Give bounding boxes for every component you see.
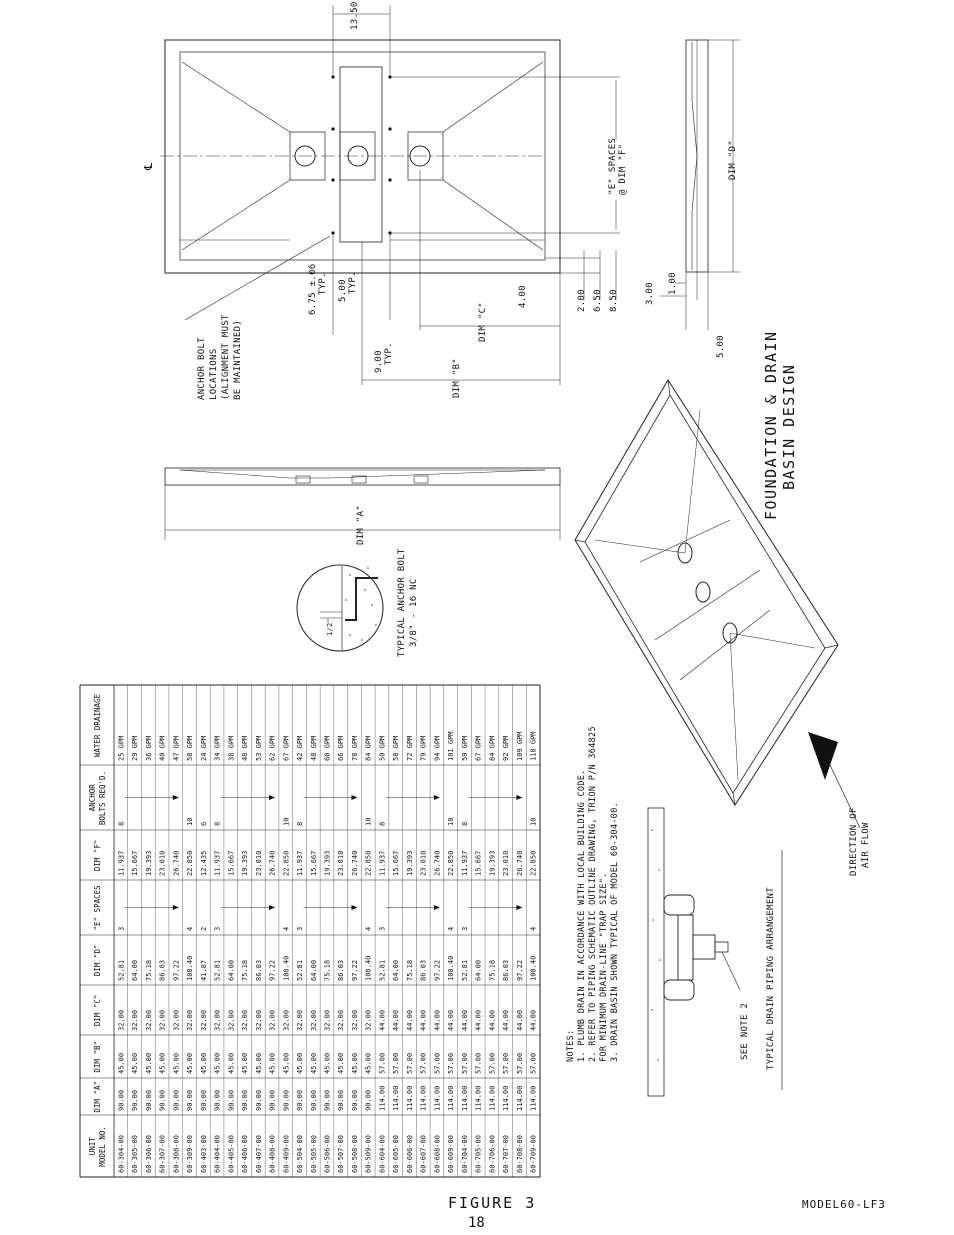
table-cell: 67 GPM [474,735,483,761]
table-cell: 32.00 [172,1009,181,1031]
table-cell: 23.010 [419,850,428,876]
table-cell: 32.00 [213,1009,222,1031]
table-cell: 25 GPM [117,735,126,761]
table-cell: 45.00 [117,1052,126,1074]
table-cell: 3 [117,926,126,931]
table-cell: 90.00 [296,1089,305,1111]
dim-5-00b: 5.00 [716,335,726,358]
table-cell: 32.00 [144,1009,153,1031]
table-cell: 57.00 [474,1052,483,1074]
table-cell: 60-509-00 [364,1135,373,1173]
table-cell: 44.00 [378,1009,387,1031]
table-cell: 114.00 [405,1085,414,1111]
table-cell: 22.850 [529,850,538,876]
table-cell: 60-706-00 [488,1135,497,1173]
table-cell: 45.00 [131,1052,140,1074]
table-cell: 52.81 [296,959,305,981]
table-cell: 90.00 [309,1089,318,1111]
table-cell: 64.00 [309,959,318,981]
dim-2-00: 2.00 [577,289,587,312]
table-cell: 60-604-00 [378,1135,387,1173]
table-cell: 22.850 [364,850,373,876]
page-number: 18 [468,1215,485,1231]
table-cell: 19.393 [144,850,153,876]
table-header: WATER DRAINAGE [93,693,102,758]
table-cell: 57.00 [433,1052,442,1074]
drawing-title [762,330,798,520]
table-cell: 94 GPM [433,735,442,761]
table-cell: 23.010 [337,850,346,876]
table-cell: 45.00 [268,1052,277,1074]
table-cell: 45.00 [296,1052,305,1074]
table-cell: 90.00 [364,1089,373,1111]
table-cell: 60-308-00 [172,1135,181,1173]
table-cell: 114.00 [447,1085,456,1111]
table-cell: 60-506-00 [323,1135,332,1173]
table-cell: 32.00 [282,1009,291,1031]
table-cell: 90.00 [213,1089,222,1111]
table-cell: 32.00 [241,1009,250,1031]
table-cell: 97.22 [172,959,181,981]
table-cell: 11.937 [213,850,222,876]
table-cell: 90.00 [117,1089,126,1111]
table-cell: 26.740 [172,850,181,876]
title-line2: BASIN DESIGN [780,363,798,490]
table-cell: 57.00 [405,1052,414,1074]
table-cell: 32.00 [309,1009,318,1031]
table-cell: 108.40 [447,955,456,981]
table-cell: 75.18 [144,959,153,981]
table-cell: 58 GPM [186,735,195,761]
notes-block: NOTES: 1. PLUMB DRAIN IN ACCORDANCE WITH LOCAL BUILDING CODE. 2. REFER TO PIPING SCHEMATIC OUTLINE DRAWING, TRION P/N 364825 FOR MINIMUM DRAIN-LINE "TRAP SIZE". 3. DRAIN BASIN SHOWN TYPICAL OF MODEL 60-304-00. [566,726,620,1062]
table-cell: 22.850 [447,850,456,876]
table-cell: 47 GPM [172,735,181,761]
table-cell: 90.00 [254,1089,263,1111]
table-cell: 118 GPM [529,731,538,761]
table-cell: 90.00 [323,1089,332,1111]
table-cell: 45.00 [350,1052,359,1074]
table-cell: 109 GPM [515,731,524,761]
table-cell: 44.00 [529,1009,538,1031]
table-cell: 52.81 [213,959,222,981]
table-header: DIM "F" [93,839,102,872]
table-cell: 8 [296,821,305,826]
table-cell: 57.00 [502,1052,511,1074]
table-cell: 45.00 [199,1052,208,1074]
table-cell: 60-504-00 [296,1135,305,1173]
dim-c-label: DIM "C" [478,301,488,342]
table-cell: 44.00 [502,1009,511,1031]
table-cell: 32.00 [364,1009,373,1031]
table-header: DIM "B" [93,1040,102,1073]
table-cell: 2 [199,926,208,931]
table-cell: 44.00 [488,1009,497,1031]
table-cell: 86.03 [419,959,428,981]
table-header: "E" SPACES [93,885,102,931]
table-cell: 10 [529,817,538,826]
table-cell: 90.00 [282,1089,291,1111]
dim-1-00: 1.00 [668,272,678,295]
table-cell: 60-607-00 [419,1135,428,1173]
table-cell: 23.010 [502,850,511,876]
dim-5-00: 5.00 TYP. [338,271,358,302]
table-cell: 44.00 [474,1009,483,1031]
table-header: UNIT [88,1137,97,1156]
table-cell: 101 GPM [447,731,456,761]
table-cell: 90.00 [131,1089,140,1111]
table-cell: 60-507-00 [337,1135,346,1173]
table-cell: 60-608-00 [433,1135,442,1173]
table-cell: 60-309-00 [186,1135,195,1173]
table-cell: 108.40 [529,955,538,981]
table-cell: 24 GPM [199,735,208,761]
anchor-note: ANCHOR BOLT LOCATIONS (ALIGNMENT MUST BE MAINTAINED) [197,314,243,400]
table-cell: 60-609-00 [447,1135,456,1173]
table-cell: 52.81 [460,959,469,981]
table-cell: 41.87 [199,959,208,981]
table-cell: 64.00 [474,959,483,981]
table-cell: 97.22 [268,959,277,981]
table-cell: 48 GPM [309,735,318,761]
piping-title: TYPICAL DRAIN PIPING ARRANGEMENT [766,887,776,1070]
table-cell: 29 GPM [131,735,140,761]
table-cell: 97.22 [433,959,442,981]
table-cell: 114.00 [433,1085,442,1111]
table-cell: 45.00 [241,1052,250,1074]
table-header: DIM "D" [93,944,102,977]
figure-label: FIGURE 3 [448,1194,537,1212]
table-cell: 90.00 [227,1089,236,1111]
table-cell: 60-606-00 [405,1135,414,1173]
table-cell: 19.393 [323,850,332,876]
table-cell: 57.00 [447,1052,456,1074]
table-cell: 26.740 [515,850,524,876]
table-cell: 67 GPM [282,735,291,761]
dim-b-label: DIM "B" [452,357,462,398]
table-cell: 22.850 [186,850,195,876]
table-cell: 45.00 [323,1052,332,1074]
table-cell: 36 GPM [144,735,153,761]
table-cell: 10 [364,817,373,826]
table-cell: 11.937 [378,850,387,876]
table-cell: 60-707-00 [502,1135,511,1173]
table-cell: 64.00 [131,959,140,981]
table-cell: 60-304-00 [117,1135,126,1173]
table-cell: 97.22 [515,959,524,981]
table-cell: 90.00 [337,1089,346,1111]
table-cell: 60-705-00 [474,1135,483,1173]
table-cell: 60-404-00 [213,1135,222,1173]
table-cell: 86.03 [254,959,263,981]
table-cell: 108.40 [364,955,373,981]
table-cell: 19.393 [405,850,414,876]
table-cell: 75.18 [241,959,250,981]
table-cell: 64.00 [392,959,401,981]
table-cell: 4 [364,926,373,931]
table-cell: 3 [460,926,469,931]
table-cell: 92 GPM [502,735,511,761]
table-cell: 8 [378,821,387,826]
table-cell: 42 GPM [296,735,305,761]
table-cell: 60-407-00 [254,1135,263,1173]
table-cell: 57.00 [488,1052,497,1074]
table-cell: 60-307-00 [158,1135,167,1173]
table-cell: 10 [186,817,195,826]
table-cell: 50 GPM [378,735,387,761]
table-cell: 32.00 [158,1009,167,1031]
dim-13-50: 13.50 [350,1,360,30]
table-cell: 26.740 [268,850,277,876]
table-cell: 60-409-00 [282,1135,291,1173]
dim-e-spaces: "E" SPACES @ DIM "F" [608,137,628,195]
table-cell: 60-508-00 [350,1135,359,1173]
table-cell: 34 GPM [213,735,222,761]
table-cell: 4 [447,926,456,931]
table-cell: 60-709-00 [529,1135,538,1173]
dim-3-00: 3.00 [645,282,655,305]
table-header: MODEL NO. [98,1126,107,1167]
table-cell: 45.00 [227,1052,236,1074]
table-cell: 45.00 [213,1052,222,1074]
table-cell: 84 GPM [364,735,373,761]
table-cell: 45.00 [158,1052,167,1074]
air-flow-label: DIRECTION OF AIR FLOW [849,807,871,876]
table-cell: 32.00 [117,1009,126,1031]
table-cell: 90.00 [144,1089,153,1111]
table-cell: 60-605-00 [392,1135,401,1173]
table-cell: 12.435 [199,850,208,876]
table-cell: 45.00 [254,1052,263,1074]
table-cell: 114.00 [419,1085,428,1111]
dim-a-label: DIM "A" [356,504,366,545]
table-cell: 32.00 [186,1009,195,1031]
table-cell: 8 [460,821,469,826]
notes-title: NOTES: [566,1029,576,1062]
table-cell: 19.393 [488,850,497,876]
dim-6-50: 6.50 [593,289,603,312]
table-cell: 32.00 [254,1009,263,1031]
table-cell: 44.00 [392,1009,401,1031]
table-cell: 108.40 [282,955,291,981]
table-cell: 4 [186,926,195,931]
table-cell: 26.740 [350,850,359,876]
table-cell: 57.00 [515,1052,524,1074]
table-cell: 114.00 [488,1085,497,1111]
table-cell: 3 [378,926,387,931]
table-cell: 114.00 [378,1085,387,1111]
table-cell: 40 GPM [158,735,167,761]
dim-8-50: 8.50 [609,289,619,312]
table-cell: 114.00 [502,1085,511,1111]
table-cell: 86.03 [158,959,167,981]
table-cell: 32.00 [268,1009,277,1031]
table-cell: 38 GPM [227,735,236,761]
table-cell: 44.00 [419,1009,428,1031]
table-cell: 32.00 [199,1009,208,1031]
table-cell: 75.18 [323,959,332,981]
title-line1: FOUNDATION & DRAIN [762,330,780,520]
table-header: ANCHOR [88,784,97,812]
table-cell: 84 GPM [488,735,497,761]
table-header: DIM "A" [93,1080,102,1113]
table-cell: 10 [447,817,456,826]
table-cell: 66 GPM [337,735,346,761]
table-cell: 10 [282,817,291,826]
table-cell: 57.00 [392,1052,401,1074]
table-cell: 60-408-00 [268,1135,277,1173]
table-cell: 8 [213,821,222,826]
table-cell: 60 GPM [323,735,332,761]
table-cell: 19.393 [241,850,250,876]
table-cell: 44.00 [447,1009,456,1031]
table-cell: 15.667 [227,850,236,876]
table-cell: 3 [213,926,222,931]
table-cell: 60-505-00 [309,1135,318,1173]
table-cell: 45.00 [186,1052,195,1074]
table-cell: 45.00 [172,1052,181,1074]
table-cell: 11.937 [460,850,469,876]
table-cell: 53 GPM [254,735,263,761]
table-cell: 57.00 [378,1052,387,1074]
table-cell: 15.667 [309,850,318,876]
table-cell: 59 GPM [460,735,469,761]
table-cell: 62 GPM [268,735,277,761]
table-cell: 114.00 [460,1085,469,1111]
table-cell: 45.00 [309,1052,318,1074]
table-cell: 32.00 [296,1009,305,1031]
table-cell: 15.667 [392,850,401,876]
table-cell: 64.00 [227,959,236,981]
table-cell: 44.00 [515,1009,524,1031]
table-cell: 90.00 [172,1089,181,1111]
table-cell: 90.00 [241,1089,250,1111]
table-cell: 11.937 [296,850,305,876]
table-cell: 60-306-00 [144,1135,153,1173]
table-cell: 52.81 [117,959,126,981]
table-cell: 6 [199,821,208,826]
table-cell: 114.00 [515,1085,524,1111]
table-cell: 45.00 [337,1052,346,1074]
table-cell: 60-704-00 [460,1135,469,1173]
table-cell: 45.00 [364,1052,373,1074]
table-cell: 75.18 [405,959,414,981]
table-cell: 32.00 [227,1009,236,1031]
table-cell: 52.81 [378,959,387,981]
dim-4-00: 4.00 [518,285,528,308]
table-cell: 60-403-00 [199,1135,208,1173]
table-cell: 79 GPM [419,735,428,761]
model-ref: MODEL60-LF3 [802,1198,886,1211]
table-cell: 97.22 [350,959,359,981]
table-cell: 44.00 [405,1009,414,1031]
table-cell: 45.00 [144,1052,153,1074]
table-cell: 86.03 [337,959,346,981]
table-cell: 32.00 [337,1009,346,1031]
table-cell: 45.00 [282,1052,291,1074]
table-header: BOLTS REQ'D. [98,770,107,826]
table-cell: 57.00 [419,1052,428,1074]
table-cell: 15.667 [131,850,140,876]
table-cell: 11.937 [117,850,126,876]
table-cell: 32.00 [350,1009,359,1031]
table-cell: 4 [529,926,538,931]
table-cell: 22.850 [282,850,291,876]
table-cell: 8 [117,821,126,826]
table-cell: 90.00 [158,1089,167,1111]
table-cell: 32.00 [323,1009,332,1031]
table-cell: 58 GPM [392,735,401,761]
see-note-label: SEE NOTE 2 [740,1002,750,1060]
table-cell: 44.00 [460,1009,469,1031]
table-cell: 23.010 [158,850,167,876]
table-cell: 60-405-00 [227,1135,236,1173]
table-cell: 90.00 [350,1089,359,1111]
table-cell: 57.00 [460,1052,469,1074]
table-cell: 3 [296,926,305,931]
table-cell: 23.010 [254,850,263,876]
table-cell: 78 GPM [350,735,359,761]
table-cell: 60-305-00 [131,1135,140,1173]
table-cell: 44.00 [433,1009,442,1031]
table-cell: 114.00 [529,1085,538,1111]
table-cell: 90.00 [199,1089,208,1111]
table-cell: 57.00 [529,1052,538,1074]
dim-9-00: 9.00 TYP. [374,342,394,373]
table-cell: 90.00 [186,1089,195,1111]
dim-d-label: DIM "D" [728,139,738,180]
bolt-dim: 1/2" [326,617,334,636]
table-cell: 48 GPM [241,735,250,761]
table-cell: 90.00 [268,1089,277,1111]
bolt-label: TYPICAL ANCHOR BOLT 3/8" - 16 NC [397,548,419,657]
table-cell: 114.00 [474,1085,483,1111]
table-cell: 60-708-00 [515,1135,524,1173]
table-cell: 86.03 [502,959,511,981]
table-header: DIM "C" [93,994,102,1027]
table-cell: 26.740 [433,850,442,876]
centerline-symbol: ℄ [142,162,155,170]
table-cell: 114.00 [392,1085,401,1111]
table-cell: 15.667 [474,850,483,876]
dim-6-75: 6.75 ±.06 TYP. [308,263,328,315]
table-cell: 32.00 [131,1009,140,1031]
table-cell: 108.40 [186,955,195,981]
table-cell: 4 [282,926,291,931]
table-cell: 60-406-00 [241,1135,250,1173]
table-cell: 75.18 [488,959,497,981]
table-cell: 72 GPM [405,735,414,761]
